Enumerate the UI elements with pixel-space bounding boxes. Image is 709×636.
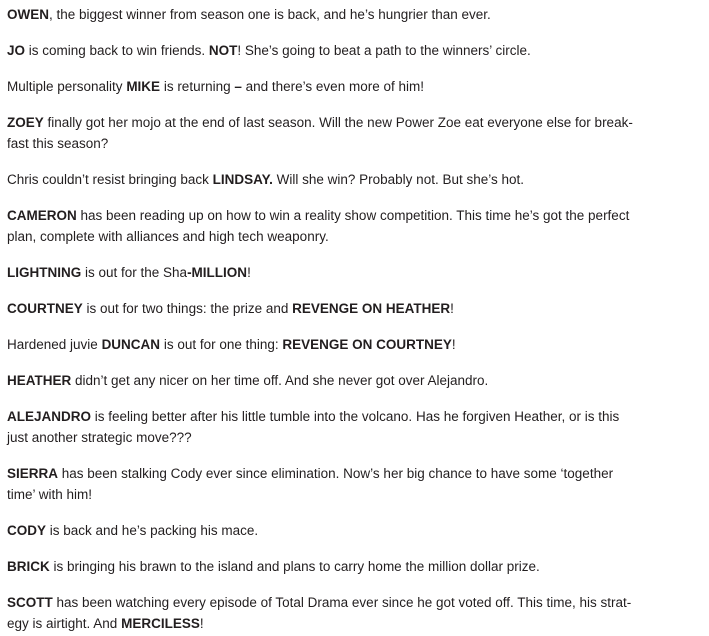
blurb-text: finally got her mojo at the end of last season. Will the new Power Zoe eat everyone else for break- xyxy=(43,115,633,130)
blurb-text: is feeling better after his little tumble into the volcano. Has he forgiven Heather, or is this xyxy=(91,409,620,424)
blurb-text: egy is airtight. And xyxy=(7,616,122,631)
character-blurb xyxy=(7,262,705,283)
character-name: CODY xyxy=(7,523,47,538)
character-name: LINDSAY. xyxy=(212,172,273,187)
blurb-text: has been watching every episode of Total Drama ever since he got voted off. This time, his strat- xyxy=(52,595,632,610)
blurb-list xyxy=(7,4,705,634)
blurb-text: and there’s even more of him! xyxy=(241,79,424,94)
blurb-text: is bringing his brawn to the island and plans to carry home the million dollar prize. xyxy=(49,559,540,574)
blurb-text: is back and he’s packing his mace. xyxy=(46,523,259,538)
blurb-text: Chris couldn’t resist bringing back xyxy=(7,172,213,187)
character-name: COURTNEY xyxy=(7,301,83,316)
blurb-text: ! She’s going to beat a path to the winners’ circle. xyxy=(237,43,531,58)
character-name: ZOEY xyxy=(7,115,44,130)
character-name: -MILLION xyxy=(187,265,248,280)
blurb-text: didn’t get any nicer on her time off. And she never got over Alejandro. xyxy=(71,373,489,388)
blurb-text: ! xyxy=(247,265,251,280)
character-name: ALEJANDRO xyxy=(7,409,92,424)
blurb-text: is out for the Sha xyxy=(81,265,188,280)
character-blurb xyxy=(7,76,705,97)
blurb-text: Hardened juvie xyxy=(7,337,102,352)
blurb-text: is out for two things: the prize and xyxy=(82,301,293,316)
character-name: SIERRA xyxy=(7,466,59,481)
blurb-text: ! xyxy=(199,616,204,631)
character-blurb xyxy=(7,4,705,25)
character-blurb xyxy=(7,592,705,634)
character-name: SCOTT xyxy=(7,595,53,610)
blurb-text: is returning xyxy=(160,79,235,94)
blurb-text: plan, complete with alliances and high tech weaponry. xyxy=(7,229,329,244)
blurb-text: has been reading up on how to win a reality show competition. This time he’s got the perfect xyxy=(76,208,630,223)
character-blurb xyxy=(7,463,705,505)
character-blurb xyxy=(7,169,705,190)
blurb-text: just another strategic move??? xyxy=(7,430,192,445)
character-blurb xyxy=(7,334,705,355)
character-name: CAMERON xyxy=(7,208,77,223)
character-name: NOT xyxy=(208,43,238,58)
character-blurb xyxy=(7,298,705,319)
blurb-text: Will she win? Probably not. But she’s hot. xyxy=(272,172,525,187)
character-blurb xyxy=(7,40,705,61)
character-blurb xyxy=(7,205,705,247)
character-blurb xyxy=(7,520,705,541)
blurb-text: has been stalking Cody ever since elimination. Now’s her big chance to have some ‘together xyxy=(58,466,614,481)
character-name: – xyxy=(234,79,242,94)
blurb-text: , the biggest winner from season one is back, and he’s hungrier than ever. xyxy=(49,7,491,22)
blurb-text: is coming back to win friends. xyxy=(25,43,209,58)
blurb-text: is out for one thing: xyxy=(160,337,283,352)
character-blurb xyxy=(7,370,705,391)
blurb-text: time’ with him! xyxy=(7,487,93,502)
character-name: LIGHTNING xyxy=(7,265,82,280)
blurb-text: fast this season? xyxy=(7,136,109,151)
character-name: REVENGE ON HEATHER xyxy=(292,301,451,316)
character-name: MERCILESS xyxy=(121,616,200,631)
character-name: REVENGE ON COURTNEY xyxy=(282,337,452,352)
character-name: HEATHER xyxy=(7,373,72,388)
blurb-text: ! xyxy=(451,337,456,352)
character-name: JO xyxy=(7,43,26,58)
blurb-text: Multiple personality xyxy=(7,79,127,94)
character-name: DUNCAN xyxy=(101,337,161,352)
character-blurb xyxy=(7,556,705,577)
blurb-text: ! xyxy=(450,301,454,316)
character-name: OWEN xyxy=(7,7,49,22)
character-name: BRICK xyxy=(7,559,50,574)
character-blurb xyxy=(7,406,705,448)
character-name: MIKE xyxy=(126,79,161,94)
character-blurb xyxy=(7,112,705,154)
